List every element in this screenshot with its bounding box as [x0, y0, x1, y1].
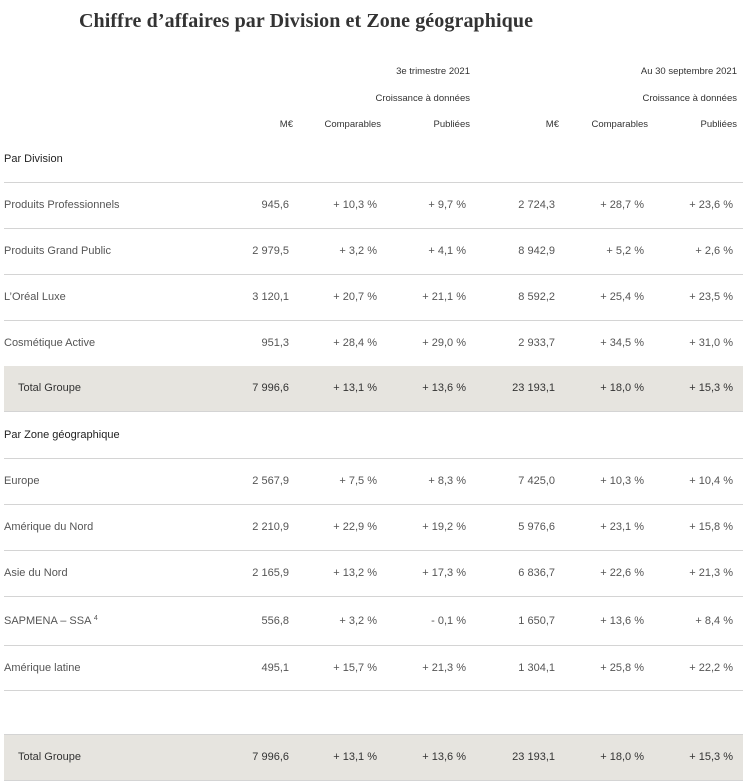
cell-q3-comparables: + 28,4 %: [333, 337, 377, 349]
row-name: Amérique du Nord: [4, 521, 94, 533]
cell-q3-comparables: + 3,2 %: [339, 615, 377, 627]
cell-ytd-publiees: + 15,3 %: [689, 751, 733, 763]
table-row: [4, 275, 743, 320]
cell-ytd-publiees: + 21,3 %: [689, 567, 733, 579]
divider: [4, 411, 743, 412]
table-row: [4, 321, 743, 366]
cell-ytd-comparables: + 34,5 %: [600, 337, 644, 349]
total-row-division: [4, 366, 743, 411]
divider: [4, 734, 743, 735]
table-row: [4, 505, 743, 550]
cell-ytd-comparables: + 18,0 %: [600, 382, 644, 394]
table-row: [4, 229, 743, 274]
cell-ytd-me: 1 304,1: [518, 662, 555, 674]
cell-q3-publiees: + 13,6 %: [422, 751, 466, 763]
section-zone-label: Par Zone géographique: [4, 429, 120, 441]
row-name: Total Groupe: [18, 751, 81, 763]
cell-ytd-comparables: + 18,0 %: [600, 751, 644, 763]
header-period-ytd: Au 30 septembre 2021: [640, 66, 737, 77]
cell-q3-comparables: + 10,3 %: [333, 199, 377, 211]
cell-q3-publiees: + 13,6 %: [422, 382, 466, 394]
cell-q3-me: 495,1: [261, 662, 289, 674]
header-me-q3: M€: [279, 119, 293, 130]
row-name: Cosmétique Active: [4, 337, 96, 349]
cell-q3-publiees: - 0,1 %: [431, 615, 466, 627]
header-publiees-q3: Publiées: [433, 119, 470, 130]
cell-q3-me: 2 979,5: [252, 245, 289, 257]
section-division-label: Par Division: [4, 153, 63, 165]
cell-ytd-me: 5 976,6: [518, 521, 555, 533]
cell-q3-comparables: + 3,2 %: [339, 245, 377, 257]
cell-q3-comparables: + 22,9 %: [333, 521, 377, 533]
row-name-text: SAPMENA – SSA: [4, 615, 91, 627]
cell-ytd-comparables: + 25,4 %: [600, 291, 644, 303]
header-comparables-ytd: Comparables: [591, 119, 648, 130]
header-growth-ytd: Croissance à données: [642, 93, 737, 104]
row-name: Europe: [4, 475, 40, 487]
cell-ytd-comparables: + 23,1 %: [600, 521, 644, 533]
table-row: [4, 183, 743, 228]
cell-q3-comparables: + 15,7 %: [333, 662, 377, 674]
cell-q3-publiees: + 4,1 %: [428, 245, 466, 257]
cell-ytd-me: 6 836,7: [518, 567, 555, 579]
cell-q3-comparables: + 7,5 %: [339, 475, 377, 487]
cell-ytd-me: 23 193,1: [512, 382, 555, 394]
cell-q3-me: 3 120,1: [252, 291, 289, 303]
cell-ytd-me: 1 650,7: [518, 615, 555, 627]
total-row-zone: [4, 735, 743, 780]
cell-ytd-publiees: + 15,8 %: [689, 521, 733, 533]
cell-q3-publiees: + 29,0 %: [422, 337, 466, 349]
cell-ytd-me: 8 592,2: [518, 291, 555, 303]
cell-ytd-me: 23 193,1: [512, 751, 555, 763]
table-row: [4, 646, 743, 691]
header-me-ytd: M€: [545, 119, 559, 130]
table-row: [4, 459, 743, 504]
row-name: Produits Professionnels: [4, 199, 120, 211]
cell-ytd-publiees: + 10,4 %: [689, 475, 733, 487]
cell-ytd-me: 8 942,9: [518, 245, 555, 257]
cell-ytd-publiees: + 31,0 %: [689, 337, 733, 349]
cell-ytd-comparables: + 22,6 %: [600, 567, 644, 579]
cell-ytd-me: 2 933,7: [518, 337, 555, 349]
cell-ytd-publiees: + 23,6 %: [689, 199, 733, 211]
cell-q3-me: 951,3: [261, 337, 289, 349]
cell-q3-me: 556,8: [261, 615, 289, 627]
cell-q3-publiees: + 21,3 %: [422, 662, 466, 674]
cell-q3-publiees: + 17,3 %: [422, 567, 466, 579]
header-comparables-q3: Comparables: [324, 119, 381, 130]
cell-q3-comparables: + 13,2 %: [333, 567, 377, 579]
footnote-marker: 4: [93, 615, 98, 622]
cell-ytd-comparables: + 13,6 %: [600, 615, 644, 627]
header-publiees-ytd: Publiées: [700, 119, 737, 130]
divider: [4, 780, 743, 781]
cell-q3-me: 7 996,6: [252, 382, 289, 394]
cell-ytd-publiees: + 15,3 %: [689, 382, 733, 394]
table-row: [4, 597, 743, 645]
cell-q3-me: 7 996,6: [252, 751, 289, 763]
cell-q3-me: 2 165,9: [252, 567, 289, 579]
header-growth-q3: Croissance à données: [375, 93, 470, 104]
row-name: [4, 597, 98, 645]
cell-q3-me: 945,6: [261, 199, 289, 211]
divider: [4, 690, 743, 691]
cell-q3-comparables: + 13,1 %: [333, 751, 377, 763]
table-row: [4, 551, 743, 596]
row-name: Produits Grand Public: [4, 245, 111, 257]
row-name: L’Oréal Luxe: [4, 291, 66, 303]
cell-q3-publiees: + 19,2 %: [422, 521, 466, 533]
header-period-q3: 3e trimestre 2021: [396, 66, 470, 77]
cell-ytd-publiees: + 8,4 %: [695, 615, 733, 627]
cell-q3-publiees: + 21,1 %: [422, 291, 466, 303]
cell-q3-me: 2 210,9: [252, 521, 289, 533]
cell-q3-me: 2 567,9: [252, 475, 289, 487]
cell-ytd-me: 7 425,0: [518, 475, 555, 487]
cell-ytd-publiees: + 23,5 %: [689, 291, 733, 303]
row-name: Total Groupe: [18, 382, 81, 394]
cell-q3-comparables: + 20,7 %: [333, 291, 377, 303]
cell-ytd-me: 2 724,3: [518, 199, 555, 211]
cell-q3-publiees: + 8,3 %: [428, 475, 466, 487]
page-title: Chiffre d’affaires par Division et Zone géographique: [79, 10, 534, 32]
row-name: Asie du Nord: [4, 567, 68, 579]
cell-ytd-comparables: + 10,3 %: [600, 475, 644, 487]
cell-q3-publiees: + 9,7 %: [428, 199, 466, 211]
cell-ytd-publiees: + 2,6 %: [695, 245, 733, 257]
cell-ytd-comparables: + 28,7 %: [600, 199, 644, 211]
cell-ytd-comparables: + 5,2 %: [606, 245, 644, 257]
cell-ytd-comparables: + 25,8 %: [600, 662, 644, 674]
cell-q3-comparables: + 13,1 %: [333, 382, 377, 394]
cell-ytd-publiees: + 22,2 %: [689, 662, 733, 674]
row-name: Amérique latine: [4, 662, 81, 674]
